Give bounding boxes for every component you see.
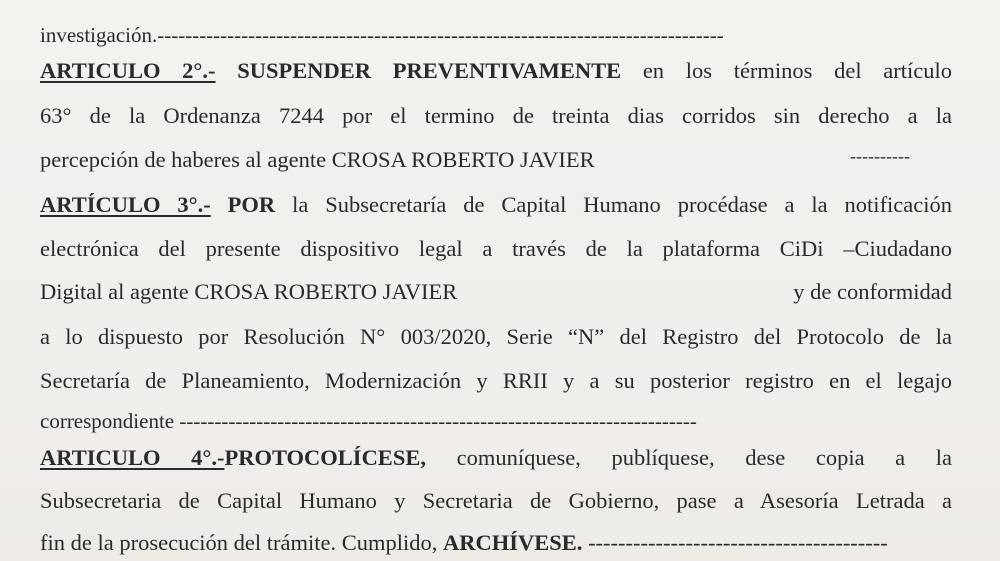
article-3-text-3b: y de conformidad	[793, 279, 952, 304]
article-3-text-1: la Subsecretaría de Capital Humano procédase a la notificación	[292, 192, 953, 217]
text-investigacion: investigación.	[40, 23, 158, 47]
article-2-text-2: 63° de la Ordenanza 7244 por el termino de treinta dias corridos sin derecho a la	[40, 103, 952, 128]
article-4-heading: ARTICULO 4°.-	[40, 445, 225, 470]
article-3-text-2: electrónica del presente dispositivo legal a través de la plataforma CiDi –Ciudadano	[40, 236, 952, 261]
article-2-line-2	[40, 101, 952, 131]
article-4-text-1: comuníquese, publíquese, dese copia a la	[456, 445, 952, 470]
article-3-line-1	[40, 190, 952, 220]
article-2-line-3	[40, 145, 952, 175]
article-4-line-1	[40, 443, 952, 473]
article-4-lead: PROTOCOLÍCESE,	[224, 445, 426, 470]
article-3-line-4	[40, 322, 952, 352]
article-3-lead: POR	[227, 192, 276, 217]
article-3-text-3a: Digital al agente CROSA ROBERTO JAVIER	[40, 279, 458, 304]
article-4-line-3	[40, 528, 952, 558]
article-3-text-6: correspondiente	[40, 409, 175, 433]
article-3-heading: ARTÍCULO 3°.-	[40, 192, 211, 217]
article-3-text-5: Secretaría de Planeamiento, Modernización y RRII y a su posterior registro en el legajo	[40, 368, 952, 393]
dash-filler: ---------------------------------------------------------------------------------	[157, 23, 724, 47]
article-3-text-4: a lo dispuesto por Resolución N° 003/2020, Serie “N” del Registro del Protocolo de la	[40, 324, 952, 349]
article-4-text-2: Subsecretaria de Capital Humano y Secretaria de Gobierno, pase a Asesoría Letrada a	[40, 488, 952, 513]
dash-filler: --------------------------------------------------------------------------	[179, 409, 697, 433]
article-4-text-3a: fin de la prosecución del trámite. Cumplido,	[40, 530, 438, 555]
article-2-text-3: percepción de haberes al agente CROSA ROBERTO JAVIER	[40, 147, 595, 172]
article-4-line-2	[40, 486, 952, 516]
article-2-lead: SUSPENDER PREVENTIVAMENTE	[237, 58, 622, 83]
article-4-archivese: ARCHÍVESE.	[443, 530, 583, 555]
dash-filler: ----------------------------------------	[588, 530, 888, 555]
article-2-heading: ARTICULO 2°.-	[40, 58, 216, 83]
dash-filler: ----------	[850, 146, 910, 166]
article-2-text-1: en los términos del artículo	[642, 58, 953, 83]
article-3-line-3-right	[760, 277, 952, 307]
article-2-line-1	[40, 56, 952, 86]
article-3-line-2	[40, 234, 952, 264]
article-3-line-6	[40, 406, 952, 436]
text-line-investigacion	[40, 20, 952, 50]
article-3-line-5	[40, 366, 952, 396]
